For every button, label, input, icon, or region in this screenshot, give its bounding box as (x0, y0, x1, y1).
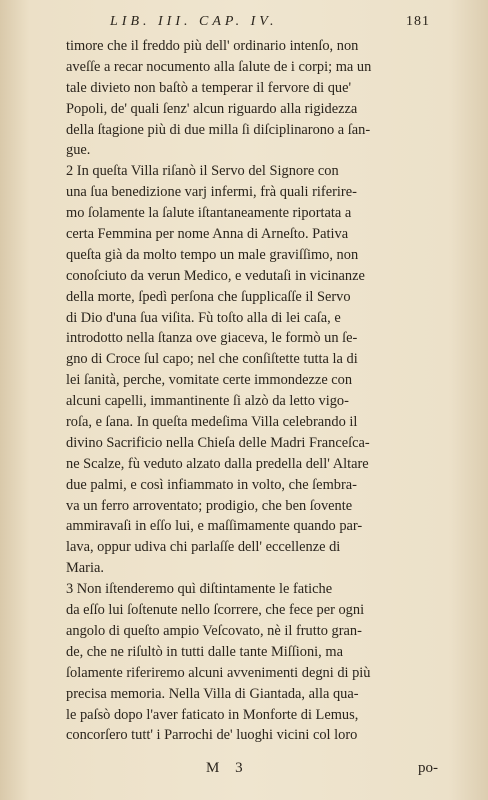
text-line: queſta già da molto tempo un male graviſſimo, non (66, 246, 359, 263)
text-line: della ſtagione più di due milla ſi diſciplinarono a ſan- (66, 121, 371, 138)
page-footer (66, 760, 438, 782)
text-line: tale divieto non baſtò a temperar il fervore di que' (66, 79, 352, 96)
page-header (110, 14, 430, 34)
text-line: della morte, ſpedì perſona che ſupplicaſſe il Servo (66, 288, 351, 305)
text-line: gno di Croce ſul capo; nel che conſiſtette tutta la di (66, 351, 358, 368)
text-line: timore che il freddo più dell' ordinario intenſo, non (66, 38, 359, 54)
text-line: ammiravaſi in eſſo lui, e maſſimamente quando par- (66, 518, 363, 535)
page-number: 181 (406, 14, 430, 29)
text-line: angolo di queſto ampio Veſcovato, nè il frutto gran- (66, 622, 362, 639)
text-line: aveſſe a recar nocumento alla ſalute de i corpi; ma un (66, 58, 372, 75)
text-line: le paſsò dopo l'aver faticato in Monforte di Lemus, (66, 706, 359, 723)
text-line: una ſua benedizione varj infermi, frà quali riferire- (66, 184, 357, 201)
signature-mark: M 3 (206, 760, 249, 776)
text-line: ſolamente riferiremo alcuni avvenimenti degni di più (66, 664, 371, 681)
text-line: lava, oppur udiva chi parlaſſe dell' eccellenze di (66, 539, 341, 556)
text-line: conoſciuto da verun Medico, e vedutaſi in vicinanze (66, 267, 365, 284)
text-line: da eſſo lui ſoſtenute nello ſcorrere, che fece per ogni (66, 602, 365, 619)
text-line: mo ſolamente la ſalute iſtantaneamente riportata a (66, 205, 352, 222)
text-body (66, 36, 438, 746)
text-line: ne Scalze, fù veduto alzato dalla predella dell' Altare (66, 455, 369, 472)
text-line: 3 Non iſtenderemo quì diſtintamente le fatiche (66, 581, 333, 598)
text-line: certa Femmina per nome Anna di Arneſto. Pativa (66, 226, 349, 243)
text-line: gue. (66, 142, 91, 159)
text-line: lei ſanità, perche, vomitate certe immondezze con (66, 372, 353, 389)
text-line: Maria. (66, 560, 104, 577)
text-line: divino Sacrificio nella Chieſa delle Madri Franceſca- (66, 434, 370, 451)
text-line: roſa, e ſana. In queſta medeſima Villa celebrando il (66, 414, 358, 431)
text-line: di Dio d'una ſua viſita. Fù toſto alla di lei caſa, e (66, 309, 341, 326)
text-line: Popoli, de' quali ſenz' alcun riguardo alla rigidezza (66, 100, 358, 117)
text-line: concorſero tutt' i Parrochi de' luoghi vicini col loro (66, 727, 358, 744)
text-line: due palmi, e così infiammato in volto, che ſembra- (66, 476, 357, 493)
running-head: LIB. III. CAP. IV. (110, 14, 278, 29)
text-line: alcuni capelli, immantinente ſi alzò da letto vigo- (66, 393, 349, 410)
text-line: introdotto nella ſtanza ove giaceva, le formò un ſe- (66, 330, 358, 347)
text-line: de, che ne riſultò in tutti dalle tante Miſſioni, ma (66, 643, 343, 660)
text-line: va un ferro arroventato; prodigio, che ben ſovente (66, 497, 353, 514)
text-line: precisa memoria. Nella Villa di Giantada, alla qua- (66, 685, 359, 702)
text-line: 2 In queſta Villa riſanò il Servo del Signore con (66, 163, 339, 180)
catchword: po- (418, 760, 438, 776)
